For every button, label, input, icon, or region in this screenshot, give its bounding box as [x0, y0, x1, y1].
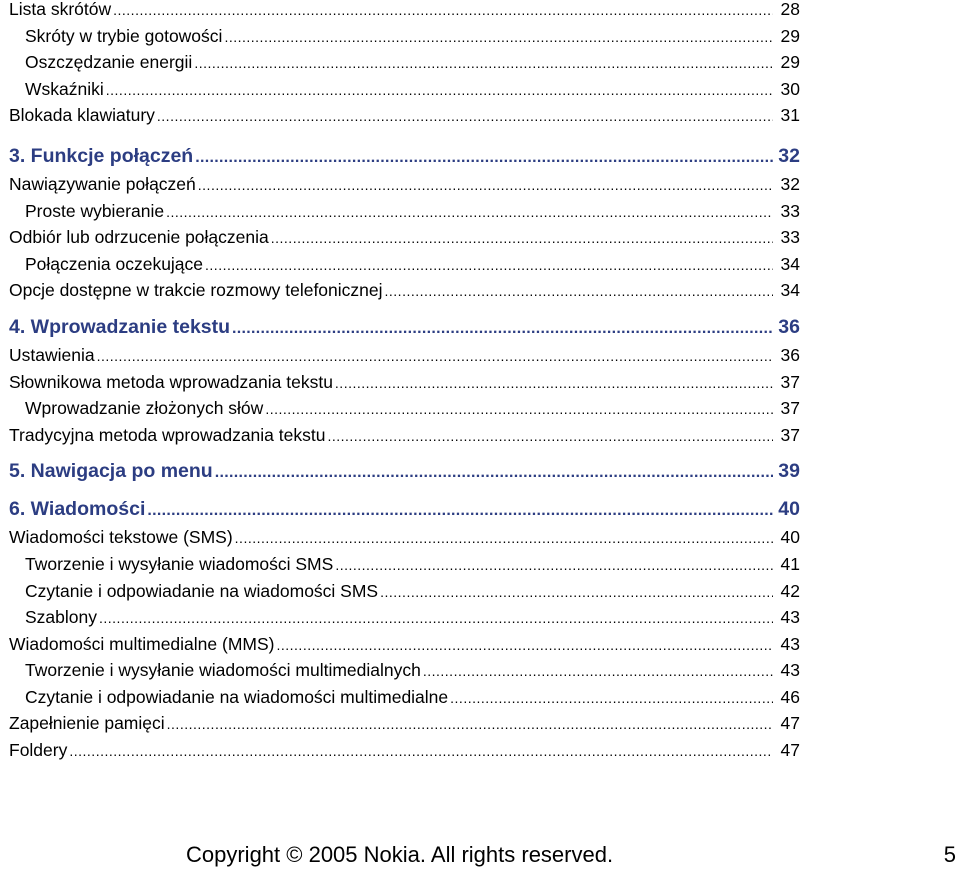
toc-entry-title: Słownikowa metoda wprowadzania tekstu: [9, 371, 333, 392]
toc-entry-title: Lista skrótów: [9, 0, 112, 19]
toc-entry[interactable]: [9, 737, 800, 764]
toc-dot-leader: [235, 524, 773, 551]
toc-dot-leader: [195, 141, 773, 171]
toc-entry-page-number: 36: [778, 315, 800, 338]
toc-entry-page-number: 34: [780, 280, 800, 301]
toc-dot-leader: [450, 684, 773, 711]
toc-dot-leader: [385, 277, 773, 304]
toc-entry[interactable]: [9, 578, 800, 605]
toc-entry-title: Tradycyjna metoda wprowadzania tekstu: [9, 424, 326, 445]
toc-entry-page-number: 29: [780, 25, 800, 46]
toc-dot-leader: [335, 551, 773, 578]
toc-entry-title: Wiadomości tekstowe (SMS): [9, 527, 233, 548]
toc-entry-page-number: 32: [780, 173, 800, 194]
copyright-notice: Copyright © 2005 Nokia. All rights reserved.: [186, 842, 614, 867]
toc-dot-leader: [166, 198, 773, 225]
toc-entry-page-number: 33: [780, 227, 800, 248]
toc-entry-page-number: 40: [780, 527, 800, 548]
toc-dot-leader: [106, 76, 773, 103]
toc-entry-page-number: 42: [780, 580, 800, 601]
toc-entry[interactable]: [9, 657, 800, 684]
toc-entry-page-number: 29: [780, 52, 800, 73]
toc-dot-leader: [167, 710, 773, 737]
toc-dot-leader: [198, 171, 773, 198]
toc-entry-title: Proste wybieranie: [25, 200, 165, 221]
toc-chapter-heading[interactable]: [9, 456, 800, 486]
page-number: 5: [943, 842, 956, 867]
table-of-contents: [9, 0, 800, 764]
toc-entry-page-number: 46: [780, 686, 800, 707]
toc-entry-title: Opcje dostępne w trakcie rozmowy telefonicznej: [9, 280, 383, 301]
toc-entry-title: Foldery: [9, 740, 68, 761]
toc-entry-page-number: 36: [780, 344, 800, 365]
toc-dot-leader: [113, 0, 773, 23]
toc-entry[interactable]: [9, 422, 800, 449]
toc-entry-page-number: 34: [780, 253, 800, 274]
toc-entry[interactable]: [9, 551, 800, 578]
toc-entry[interactable]: [9, 0, 800, 23]
toc-entry[interactable]: [9, 369, 800, 396]
toc-entry-title: Wprowadzanie złożonych słów: [25, 398, 264, 419]
toc-dot-leader: [327, 422, 773, 449]
toc-entry-title: 6. Wiadomości: [9, 498, 146, 521]
toc-entry-title: Skróty w trybie gotowości: [25, 25, 223, 46]
toc-entry-page-number: 47: [780, 740, 800, 761]
toc-entry[interactable]: [9, 102, 800, 129]
toc-entry-page-number: 41: [780, 553, 800, 574]
toc-dot-leader: [99, 604, 773, 631]
toc-entry-title: Nawiązywanie połączeń: [9, 173, 196, 194]
toc-entry-page-number: 31: [780, 105, 800, 126]
toc-entry[interactable]: [9, 631, 800, 658]
toc-entry[interactable]: [9, 49, 800, 76]
toc-entry[interactable]: [9, 277, 800, 304]
toc-dot-leader: [97, 342, 773, 369]
toc-entry[interactable]: [9, 224, 800, 251]
toc-dot-leader: [380, 578, 773, 605]
toc-dot-leader: [215, 456, 773, 486]
toc-dot-leader: [157, 102, 773, 129]
toc-entry-page-number: 37: [780, 398, 800, 419]
toc-entry-title: 5. Nawigacja po menu: [9, 460, 213, 483]
toc-entry-title: Ustawienia: [9, 344, 95, 365]
toc-dot-leader: [423, 657, 773, 684]
toc-dot-leader: [147, 494, 773, 524]
toc-entry-page-number: 43: [780, 633, 800, 654]
toc-chapter-heading[interactable]: [9, 312, 800, 342]
toc-entry[interactable]: [9, 23, 800, 50]
toc-entry[interactable]: [9, 342, 800, 369]
toc-entry-title: Szablony: [25, 607, 97, 628]
toc-entry-page-number: 43: [780, 607, 800, 628]
toc-entry-page-number: 28: [780, 0, 800, 19]
toc-chapter-heading[interactable]: [9, 141, 800, 171]
toc-dot-leader: [265, 395, 773, 422]
toc-entry-page-number: 33: [780, 200, 800, 221]
page-footer: [0, 840, 960, 874]
toc-entry[interactable]: [9, 524, 800, 551]
toc-entry-title: 3. Funkcje połączeń: [9, 144, 194, 167]
toc-entry-title: Tworzenie i wysyłanie wiadomości SMS: [25, 553, 334, 574]
toc-entry-page-number: 32: [778, 144, 800, 167]
toc-dot-leader: [194, 49, 773, 76]
toc-entry-page-number: 37: [780, 371, 800, 392]
toc-entry[interactable]: [9, 198, 800, 225]
toc-entry-title: 4. Wprowadzanie tekstu: [9, 315, 231, 338]
toc-entry[interactable]: [9, 684, 800, 711]
toc-dot-leader: [232, 312, 773, 342]
toc-entry[interactable]: [9, 251, 800, 278]
toc-entry[interactable]: [9, 710, 800, 737]
toc-dot-leader: [276, 631, 773, 658]
toc-entry[interactable]: [9, 395, 800, 422]
toc-entry-title: Połączenia oczekujące: [25, 253, 204, 274]
toc-entry-title: Tworzenie i wysyłanie wiadomości multimedialnych: [25, 660, 421, 681]
toc-dot-leader: [335, 369, 773, 396]
toc-entry-title: Oszczędzanie energii: [25, 52, 193, 73]
toc-entry-page-number: 47: [780, 713, 800, 734]
toc-entry[interactable]: [9, 76, 800, 103]
toc-entry[interactable]: [9, 604, 800, 631]
toc-entry[interactable]: [9, 171, 800, 198]
toc-entry-page-number: 30: [780, 78, 800, 99]
toc-entry-page-number: 39: [778, 460, 800, 483]
toc-dot-leader: [69, 737, 773, 764]
toc-dot-leader: [224, 23, 773, 50]
toc-entry-title: Zapełnienie pamięci: [9, 713, 165, 734]
toc-dot-leader: [205, 251, 773, 278]
toc-entry-title: Blokada klawiatury: [9, 105, 155, 126]
toc-entry-page-number: 40: [778, 498, 800, 521]
toc-dot-leader: [271, 224, 773, 251]
toc-entry-title: Wiadomości multimedialne (MMS): [9, 633, 275, 654]
toc-entry-page-number: 37: [780, 424, 800, 445]
toc-entry-page-number: 43: [780, 660, 800, 681]
toc-entry-title: Czytanie i odpowiadanie na wiadomości SMS: [25, 580, 379, 601]
toc-entry-title: Wskaźniki: [25, 78, 104, 99]
toc-chapter-heading[interactable]: [9, 494, 800, 524]
toc-entry-title: Odbiór lub odrzucenie połączenia: [9, 227, 269, 248]
toc-entry-title: Czytanie i odpowiadanie na wiadomości multimedialne: [25, 686, 449, 707]
